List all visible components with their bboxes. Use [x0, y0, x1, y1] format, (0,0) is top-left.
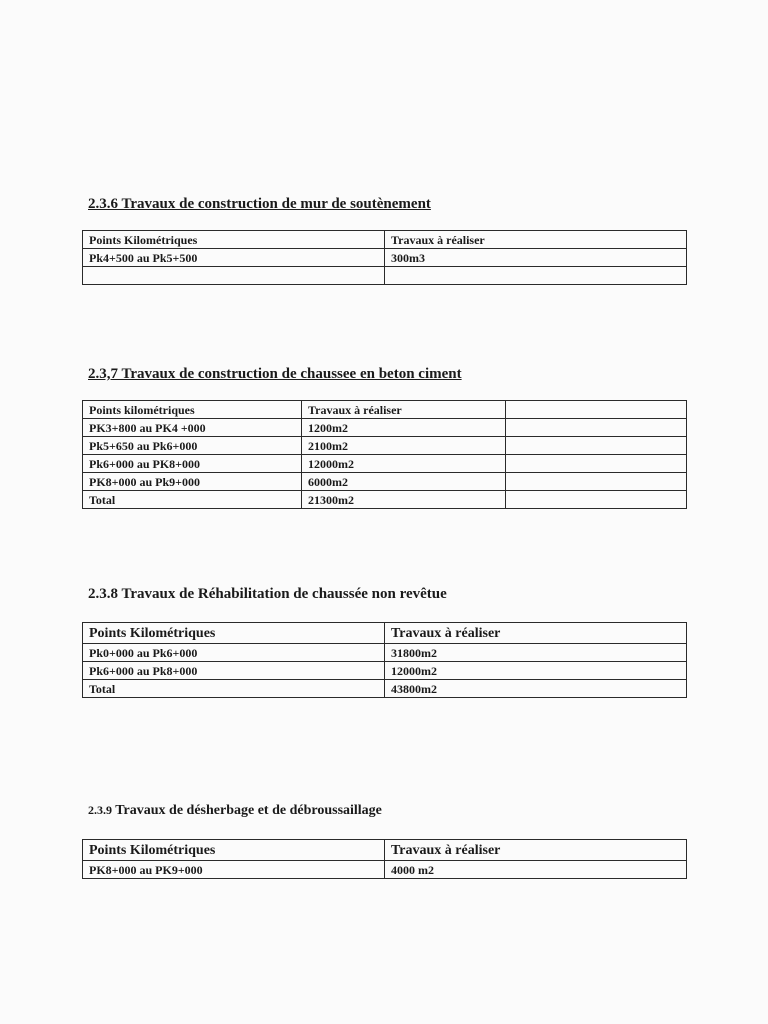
table-header-row	[83, 231, 687, 249]
table-row	[83, 491, 687, 509]
table-cell: 1200m2	[302, 419, 506, 437]
table-cell: 300m3	[385, 249, 687, 267]
table-cell: 2100m2	[302, 437, 506, 455]
table-row	[83, 662, 687, 680]
works-table	[82, 400, 687, 509]
section-heading: 2.3.8 Travaux de Réhabilitation de chaussée non revêtue	[88, 586, 447, 602]
table-cell	[506, 437, 687, 455]
table-cell: 4000 m2	[385, 861, 687, 879]
works-table	[82, 230, 687, 285]
table-cell: Pk4+500 au Pk5+500	[83, 249, 385, 267]
table-row	[83, 437, 687, 455]
table-row	[83, 680, 687, 698]
table-cell	[506, 491, 687, 509]
table-cell: PK8+000 au Pk9+000	[83, 473, 302, 491]
table-row	[83, 644, 687, 662]
section-2-3-9	[82, 803, 686, 879]
table-cell: 43800m2	[385, 680, 687, 698]
table-cell	[385, 267, 687, 285]
section-number: 2.3.9	[88, 803, 112, 817]
table-header-row	[83, 623, 687, 644]
table-header-row	[83, 401, 687, 419]
table-cell: 12000m2	[302, 455, 506, 473]
column-header: Travaux à réaliser	[385, 623, 687, 644]
table-cell: Total	[83, 680, 385, 698]
section-heading	[88, 803, 686, 819]
section-2-3-7	[82, 366, 686, 509]
column-header: Points Kilométriques	[83, 231, 385, 249]
table-cell: 12000m2	[385, 662, 687, 680]
table-cell: 21300m2	[302, 491, 506, 509]
column-header: Travaux à réaliser	[302, 401, 506, 419]
column-header: Points kilométriques	[83, 401, 302, 419]
table-cell	[506, 419, 687, 437]
column-header: Travaux à réaliser	[385, 231, 687, 249]
table-row	[83, 473, 687, 491]
table-row	[83, 267, 687, 285]
table-cell	[506, 455, 687, 473]
table-row	[83, 249, 687, 267]
table-cell: Pk0+000 au Pk6+000	[83, 644, 385, 662]
table-cell: 31800m2	[385, 644, 687, 662]
table-row	[83, 419, 687, 437]
table-cell	[506, 473, 687, 491]
table-row	[83, 455, 687, 473]
section-2-3-8	[82, 586, 686, 698]
works-table	[82, 622, 687, 698]
section-heading: 2.3.6 Travaux de construction de mur de soutènement	[88, 196, 431, 212]
table-cell: PK8+000 au PK9+000	[83, 861, 385, 879]
table-header-row	[83, 840, 687, 861]
works-table	[82, 839, 687, 879]
section-title: Travaux de désherbage et de débroussaillage	[115, 803, 382, 818]
section-2-3-6	[82, 196, 686, 285]
table-cell: Pk6+000 au PK8+000	[83, 455, 302, 473]
column-header	[506, 401, 687, 419]
table-cell	[83, 267, 385, 285]
table-cell: PK3+800 au PK4 +000	[83, 419, 302, 437]
table-cell: Total	[83, 491, 302, 509]
table-cell: 6000m2	[302, 473, 506, 491]
table-cell: Pk5+650 au Pk6+000	[83, 437, 302, 455]
column-header: Travaux à réaliser	[385, 840, 687, 861]
column-header: Points Kilométriques	[83, 840, 385, 861]
column-header: Points Kilométriques	[83, 623, 385, 644]
table-row	[83, 861, 687, 879]
section-heading: 2.3,7 Travaux de construction de chaussee en beton ciment	[88, 366, 462, 382]
table-cell: Pk6+000 au Pk8+000	[83, 662, 385, 680]
